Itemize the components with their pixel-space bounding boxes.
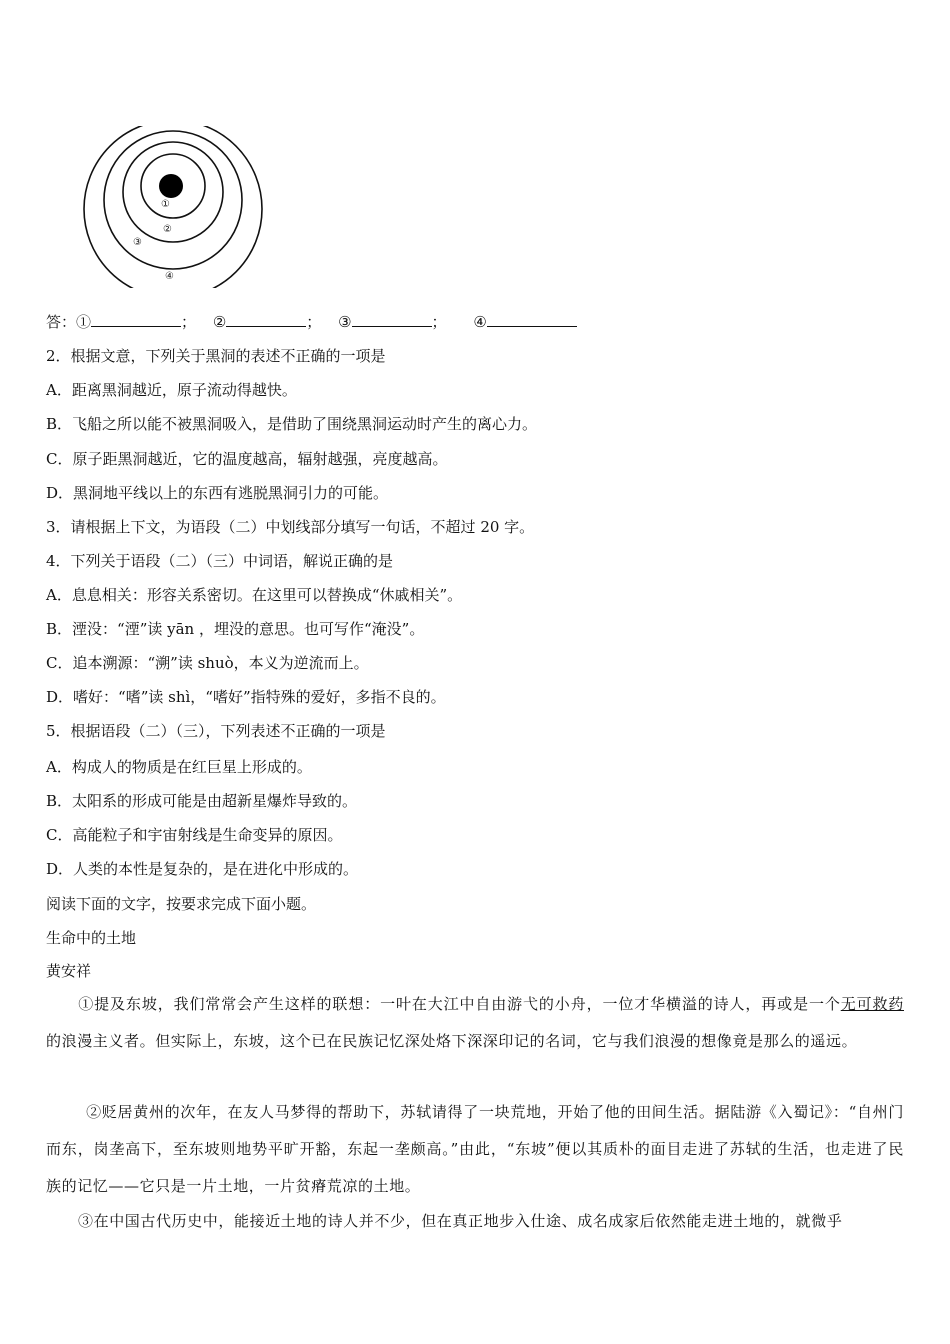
ring-3 [104, 131, 242, 269]
question-4-option-d: D．嗜好：“嗜”读 shì，“嗜好”指特殊的爱好，多指不良的。 [46, 688, 446, 706]
ring-label-4: ④ [165, 271, 174, 282]
reading-paragraph-3 [46, 1203, 904, 1240]
ring-label-2: ② [163, 224, 172, 235]
answer-blank-1[interactable] [91, 312, 181, 327]
answer-separator-3: ； [431, 313, 447, 331]
reading-author: 黄安祥 [46, 962, 92, 980]
reading-paragraph-1 [46, 986, 904, 1060]
paragraph-2-number: ② [86, 1103, 102, 1121]
question-4-option-a: A．息息相关：形容关系密切。在这里可以替换成“休戚相关”。 [46, 586, 463, 604]
reading-title: 生命中的土地 [46, 929, 137, 947]
paragraph-1-text-before: 提及东坡，我们常常会产生这样的联想：一叶在大江中自由游弋的小舟，一位才华横溢的诗人，再或是一个 [94, 995, 841, 1013]
answer-separator-1: ； [181, 313, 197, 331]
question-4-option-c: C．追本溯源：“溯”读 shuò，本义为逆流而上。 [46, 654, 369, 672]
question-2-option-d: D．黑洞地平线以上的东西有逃脱黑洞引力的可能。 [46, 484, 389, 502]
answer-separator-2: ； [306, 313, 322, 331]
ring-4 [84, 126, 262, 288]
answer-blank-3[interactable] [352, 312, 432, 327]
answer-prefix: 答： [46, 313, 77, 331]
answer-blank-2[interactable] [226, 312, 306, 327]
question-2-option-c: C．原子距黑洞越近，它的温度越高，辐射越强，亮度越高。 [46, 450, 448, 468]
reading-instruction: 阅读下面的文字，按要求完成下面小题。 [46, 895, 317, 913]
question-5-stem: 5．根据语段（二）（三），下列表述不正确的一项是 [46, 722, 386, 740]
paragraph-2-text: 贬居黄州的次年，在友人马梦得的帮助下，苏轼请得了一块荒地，开始了他的田间生活。据陆游《入蜀记》：“自州门而东，岗垄高下，至东坡则地势平旷开豁，东起一垄颇高。”由此，“东坡”便以其质朴的面目走进了苏轼的生活，也走进了民族的记忆——它只是一片土地，一片贫瘠荒凉的土地。 [46, 1103, 904, 1195]
answer-item-2: ② [212, 313, 227, 331]
paragraph-3-text: 在中国古代历史中，能接近土地的诗人并不少，但在真正地步入仕途、成名成家后依然能走进土地的，就微乎 [93, 1212, 843, 1230]
answer-blanks-line [46, 312, 906, 332]
concentric-rings-diagram [80, 126, 266, 288]
answer-item-4: ④ [473, 313, 487, 331]
paragraph-3-number: ③ [78, 1212, 94, 1230]
question-3-stem: 3．请根据上下文，为语段（二）中划线部分填写一句话，不超过 20 字。 [46, 518, 535, 536]
question-4-stem: 4．下列关于语段（二）（三）中词语，解说正确的是 [46, 552, 394, 570]
question-2-option-a: A．距离黑洞越近，原子流动得越快。 [46, 381, 297, 399]
question-5-option-d: D．人类的本性是复杂的，是在进化中形成的。 [46, 860, 359, 878]
reading-paragraph-2 [46, 1094, 904, 1205]
answer-item-1: ① [76, 313, 92, 331]
black-hole-core [159, 174, 183, 198]
question-4-option-b: B．湮没：“湮”读 yān ，埋没的意思。也可写作“淹没”。 [46, 620, 425, 638]
question-5-option-c: C．高能粒子和宇宙射线是生命变异的原因。 [46, 826, 343, 844]
question-5-option-a: A．构成人的物质是在红巨星上形成的。 [46, 758, 312, 776]
ring-label-3: ③ [133, 237, 142, 248]
question-2-stem: 2．根据文意，下列关于黑洞的表述不正确的一项是 [46, 347, 386, 365]
answer-blank-4[interactable] [487, 312, 577, 327]
question-2-option-b: B．飞船之所以能不被黑洞吸入，是借助了围绕黑洞运动时产生的离心力。 [46, 415, 538, 433]
question-5-option-b: B．太阳系的形成可能是由超新星爆炸导致的。 [46, 792, 358, 810]
paragraph-1-text-after: 的浪漫主义者。但实际上，东坡，这个已在民族记忆深处烙下深深印记的名词，它与我们浪漫的想像竟是那么的遥远。 [46, 1032, 858, 1050]
ring-label-1: ① [161, 199, 170, 210]
answer-item-3: ③ [338, 313, 352, 331]
paragraph-1-number: ① [78, 995, 95, 1013]
underlined-phrase: 无可救药 [840, 995, 904, 1013]
